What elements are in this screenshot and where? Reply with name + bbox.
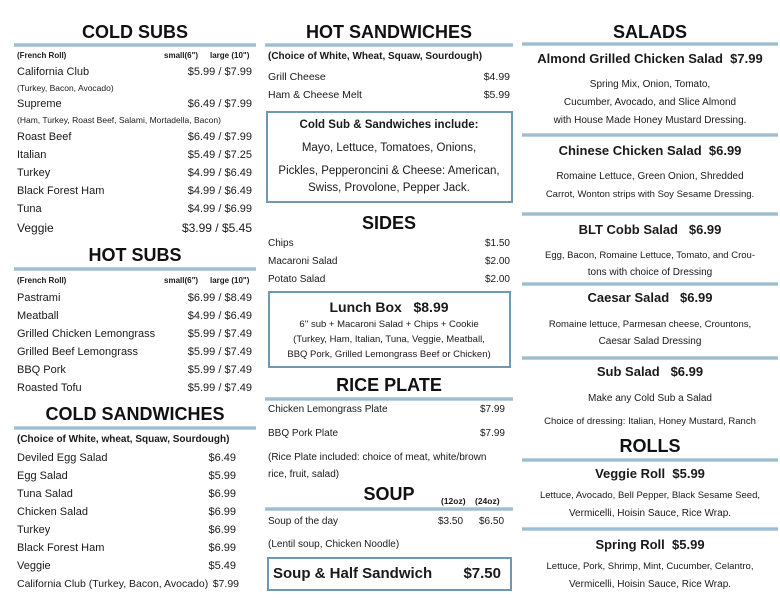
item-name: Ham & Cheese Melt (268, 89, 362, 101)
menu-item (265, 253, 513, 271)
item-name: Veggie (17, 221, 54, 235)
item-name: Grilled Beef Lemongrass (17, 346, 139, 358)
item-price: $6.99 (688, 222, 722, 237)
salad-desc: Spring Mix, Onion, Tomato, (589, 79, 711, 90)
salad-heading (522, 221, 778, 239)
menu-item (14, 182, 256, 200)
item-price: $4.99 / $6.49 (187, 167, 252, 179)
item-name: Roast Beef (17, 131, 72, 143)
item-price: $6.99 (679, 290, 713, 305)
item-name: Almond Grilled Chicken Salad (537, 51, 723, 66)
menu-item (14, 379, 256, 397)
item-price: $4.99 / $6.49 (187, 185, 252, 197)
divider (522, 133, 778, 137)
item-price: $6.49 / $7.99 (187, 131, 252, 143)
item-price: $6.99 (708, 143, 742, 158)
item-name: Chicken Lemongrass Plate (268, 404, 388, 415)
item-price: $5.99 (483, 89, 510, 101)
soup-note (265, 536, 513, 554)
item-note (14, 111, 256, 129)
soup-half-item (265, 563, 513, 585)
item-price: $5.99 / $7.99 (187, 66, 252, 78)
salad-desc: Romaine Lettuce, Green Onion, Shredded (556, 171, 744, 182)
item-name: Pastrami (17, 292, 61, 304)
menu-item (14, 219, 256, 237)
menu-item (14, 361, 256, 379)
item-price: $6.99 (208, 488, 236, 500)
item-name: Turkey (17, 524, 51, 536)
item-name: Spring Roll (595, 537, 665, 552)
hot-sandwiches-title: HOT SANDWICHES (306, 22, 472, 42)
lunch-box-price: $8.99 (413, 299, 449, 315)
size-large-label: large (10") (210, 276, 250, 285)
note-line: (Rice Plate included: choice of meat, white/brown (268, 452, 487, 463)
item-name: Grilled Chicken Lemongrass (17, 328, 156, 340)
salad-desc: Choice of dressing: Italian, Honey Mustard, Ranch (544, 416, 756, 427)
item-price: $2.00 (484, 274, 510, 285)
roll-desc: Lettuce, Avocado, Bell Pepper, Black Sesame Seed, (539, 490, 761, 501)
divider (522, 458, 778, 462)
divider (14, 426, 256, 430)
item-name: Tuna (17, 203, 42, 215)
note-line: rice, fruit, salad) (268, 469, 340, 480)
price-small: $3.50 (438, 516, 464, 527)
item-price: $6.99 (670, 364, 704, 379)
size-large-label: (24oz) (475, 496, 500, 506)
bread-label: (French Roll) (17, 51, 67, 60)
includes-line: Swiss, Provolone, Pepper Jack. (308, 182, 470, 194)
item-name: Caesar Salad (587, 290, 670, 305)
menu-item (14, 521, 256, 539)
item-price: $5.99 (208, 470, 236, 482)
soup-title: SOUP (363, 484, 415, 504)
divider (522, 527, 778, 531)
item-name: Grill Cheese (268, 71, 326, 83)
item-name: BBQ Pork Plate (268, 428, 339, 439)
item-price: $4.99 (483, 71, 510, 83)
lunch-box-line: (Turkey, Ham, Italian, Tuna, Veggie, Meatball, (293, 334, 485, 345)
menu-item (14, 164, 256, 182)
item-price: $7.50 (463, 565, 501, 582)
menu-item (14, 128, 256, 146)
item-price: $6.99 (208, 524, 236, 536)
item-price: $4.99 / $6.49 (187, 310, 252, 322)
menu-item (14, 200, 256, 218)
item-name: Black Forest Ham (17, 185, 105, 197)
note-line: (Lentil soup, Chicken Noodle) (268, 539, 400, 550)
cold-sandwiches-title: COLD SANDWICHES (45, 404, 225, 424)
menu-item (14, 503, 256, 521)
item-note-text: (Ham, Turkey, Roast Beef, Salami, Mortadella, Bacon) (17, 115, 221, 125)
size-large-label: large (10") (210, 51, 250, 60)
menu-item (14, 325, 256, 343)
item-price: $5.49 (208, 560, 236, 572)
menu-item (14, 343, 256, 361)
menu-item (14, 307, 256, 325)
salad-heading (522, 50, 778, 68)
item-name: Chinese Chicken Salad (558, 143, 702, 158)
menu-item (14, 539, 256, 557)
item-name: Italian (17, 149, 47, 161)
salad-heading (522, 142, 778, 160)
item-price: $7.99 (730, 51, 763, 66)
menu-item (265, 271, 513, 289)
salad-heading (522, 289, 778, 307)
item-price: $6.49 (208, 452, 236, 464)
item-name: Meatball (17, 310, 59, 322)
column-right (522, 0, 778, 602)
salad-desc: Make any Cold Sub a Salad (588, 393, 712, 404)
item-price: $5.99 / $7.49 (187, 382, 252, 394)
menu-item (14, 485, 256, 503)
menu-item (14, 467, 256, 485)
roll-heading (522, 465, 778, 483)
sides-title: SIDES (361, 213, 417, 233)
hot-subs-header (14, 272, 256, 290)
item-price: $5.99 / $7.49 (187, 328, 252, 340)
item-price: $5.99 / $7.49 (187, 364, 252, 376)
item-name: California Club (17, 66, 90, 78)
bread-label: (Choice of White, wheat, Squaw, Sourdough) (17, 434, 230, 445)
salad-heading (522, 363, 778, 381)
salad-desc: tons with choice of Dressing (587, 267, 713, 278)
item-price: $5.49 / $7.25 (187, 149, 252, 161)
divider (14, 267, 256, 271)
item-note-text: (Turkey, Bacon, Avocado) (17, 83, 114, 93)
item-price: $7.99 (212, 578, 239, 590)
item-name: Egg Salad (17, 470, 68, 482)
item-price: $1.50 (484, 238, 510, 249)
rice-plate-note (265, 466, 513, 484)
item-name: California Club (Turkey, Bacon, Avocado) (17, 578, 209, 590)
salad-desc: with House Made Honey Mustard Dressing. (553, 115, 747, 126)
item-name: Tuna Salad (17, 488, 73, 500)
cold-subs-title: COLD SUBS (81, 22, 188, 42)
roll-heading (522, 536, 778, 554)
divider (522, 212, 778, 216)
column-left (14, 0, 256, 602)
menu-item (265, 86, 513, 104)
size-small-label: (12oz) (441, 496, 466, 506)
salad-desc: Egg, Bacon, Romaine Lettuce, Tomato, and Crou- (544, 250, 755, 261)
divider (265, 43, 513, 47)
lunch-box-heading (265, 297, 513, 317)
salad-desc: Cucumber, Avocado, and Slice Almond (563, 97, 737, 108)
item-price: $3.99 / $5.45 (181, 221, 252, 235)
item-name: Potato Salad (268, 274, 326, 285)
menu-item (14, 289, 256, 307)
item-price: $5.99 (672, 466, 705, 481)
item-price: $5.99 (672, 537, 705, 552)
roll-desc: Lettuce, Pork, Shrimp, Mint, Cucumber, Celantro, (546, 561, 754, 572)
lunch-box-line: BBQ Pork, Grilled Lemongrass Beef or Chicken) (287, 349, 491, 360)
size-small-label: small(6") (164, 276, 199, 285)
salad-desc: Caesar Salad Dressing (598, 336, 702, 347)
bread-label: (Choice of White, Wheat, Squaw, Sourdough) (268, 51, 483, 62)
divider (265, 507, 513, 511)
item-name: Soup & Half Sandwich (273, 565, 433, 582)
item-name: Turkey (17, 167, 51, 179)
menu-item (14, 557, 256, 575)
item-price: $6.99 / $8.49 (187, 292, 252, 304)
item-name: Black Forest Ham (17, 542, 105, 554)
divider (522, 42, 778, 46)
salads-title: SALADS (612, 22, 687, 42)
item-name: Macaroni Salad (268, 256, 338, 267)
lunch-box-title: Lunch Box (329, 299, 402, 315)
menu-item (265, 235, 513, 253)
item-price: $4.99 / $6.99 (187, 203, 252, 215)
menu-item (265, 401, 513, 419)
rice-plate-note (265, 449, 513, 467)
price-large: $6.50 (479, 516, 505, 527)
item-name: Veggie (17, 560, 51, 572)
item-name: Deviled Egg Salad (17, 452, 108, 464)
item-price: $6.99 (208, 542, 236, 554)
item-name: Supreme (17, 98, 62, 110)
rice-plate-title: RICE PLATE (336, 375, 442, 395)
bread-note (265, 48, 513, 66)
includes-line: Mayo, Lettuce, Tomatoes, Onions, (301, 142, 477, 154)
item-price: $6.49 / $7.99 (187, 98, 252, 110)
menu-item (14, 449, 256, 467)
lunch-box-line: 6'' sub + Macaroni Salad + Chips + Cookie (299, 319, 479, 330)
size-small-label: small(6") (164, 51, 199, 60)
item-name: Veggie Roll (595, 466, 666, 481)
menu-item (14, 146, 256, 164)
rolls-title: ROLLS (619, 436, 681, 456)
menu-item (14, 575, 256, 593)
item-price: $6.99 (208, 506, 236, 518)
menu-item (265, 513, 513, 531)
item-name: Soup of the day (268, 516, 339, 527)
item-name: Roasted Tofu (17, 382, 82, 394)
includes-title: Cold Sub & Sandwiches include: (299, 119, 479, 131)
roll-desc: Vermicelli, Hoisin Sauce, Rice Wrap. (568, 579, 732, 590)
item-name: Sub Salad (596, 364, 660, 379)
bread-label: (French Roll) (17, 276, 67, 285)
item-name: BLT Cobb Salad (578, 222, 679, 237)
column-middle (265, 0, 513, 602)
includes-line: Pickles, Pepperoncini & Cheese: American, (278, 165, 500, 177)
bread-note (14, 431, 256, 449)
divider (522, 356, 778, 360)
item-price: $2.00 (484, 256, 510, 267)
hot-subs-title: HOT SUBS (88, 245, 182, 265)
item-name: Chicken Salad (17, 506, 88, 518)
item-price: $7.99 (479, 404, 505, 415)
divider (522, 282, 778, 286)
menu-item (265, 68, 513, 86)
item-name: Chips (268, 238, 294, 249)
salad-desc: Carrot, Wonton strips with Soy Sesame Dressing. (545, 189, 755, 200)
menu-item (265, 425, 513, 443)
item-name: BBQ Pork (17, 364, 66, 376)
roll-desc: Vermicelli, Hoisin Sauce, Rice Wrap. (568, 508, 732, 519)
item-price: $7.99 (479, 428, 505, 439)
salad-desc: Romaine lettuce, Parmesan cheese, Crountons, (548, 319, 752, 330)
item-price: $5.99 / $7.49 (187, 346, 252, 358)
